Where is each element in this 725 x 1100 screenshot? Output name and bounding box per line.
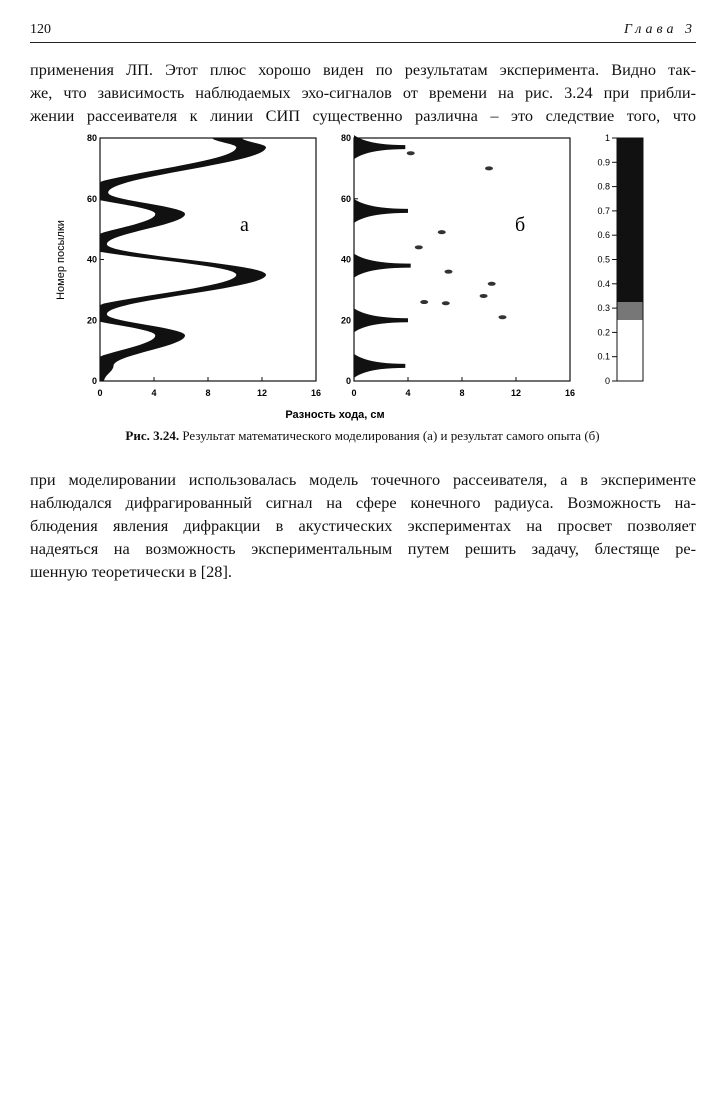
panel-b-echo-arcs xyxy=(354,135,411,378)
panel-b-y-tick-label: 80 xyxy=(340,133,351,143)
panel-a-y-tick-label: 0 xyxy=(91,376,97,386)
text-line: надеяться на возможность экспериментальным путем решить задачу, блестяще ре- xyxy=(30,539,696,558)
colorbar-mid-segment xyxy=(617,302,643,320)
panel-b-point xyxy=(499,315,507,319)
colorbar-tick-label: 0 xyxy=(604,376,610,386)
panel-b-point xyxy=(438,230,446,234)
panel-b-point xyxy=(442,301,450,305)
panel-a-y-tick-label: 40 xyxy=(86,254,97,265)
colorbar-dark-segment xyxy=(617,138,643,302)
panel-a-plot xyxy=(87,133,321,398)
panel-b-y-tick-label: 20 xyxy=(340,315,351,326)
caption-label: Рис. 3.24. xyxy=(125,428,180,443)
x-axis-label: Разность хода, см xyxy=(285,409,385,421)
panel-b-echo-arc xyxy=(354,199,408,223)
paragraph-top xyxy=(30,58,696,127)
panel-a-x-tick-label: 16 xyxy=(310,388,322,398)
panel-b-echo-arc xyxy=(354,354,405,378)
text-line: же, что зависимость наблюдаемых эхо-сигналов от времени на рис. 3.24 при прибли- xyxy=(30,83,696,102)
panel-b-point xyxy=(415,245,423,249)
y-axis-label: Номер посылки xyxy=(55,220,67,300)
colorbar-tick-label: 0.4 xyxy=(597,278,610,289)
panel-b-point xyxy=(485,166,493,170)
running-head xyxy=(30,18,696,40)
text-line: шенную теоретически в [28]. xyxy=(30,562,232,581)
colorbar-tick-label: 0.7 xyxy=(597,205,610,216)
text-line: блюдения явления дифракции в акустических экспериментах на просвет позволяет xyxy=(30,516,696,535)
panel-b-y-tick-label: 60 xyxy=(340,193,351,204)
panel-b-x-tick-label: 8 xyxy=(459,388,465,398)
panel-a-x-tick-label: 0 xyxy=(97,388,103,398)
colorbar-tick-label: 0.1 xyxy=(597,351,610,362)
text-line: жении рассеивателя к линии СИП существенно различна – это следствие того, что xyxy=(30,106,696,125)
colorbar-ticks xyxy=(597,133,617,386)
colorbar-tick-label: 0.6 xyxy=(597,230,610,241)
panel-b-echo-arc xyxy=(354,308,408,332)
colorbar-tick-label: 0.2 xyxy=(597,327,610,338)
text-line: наблюдался дифрагированный сигнал на сфере конечного радиуса. Возможность на- xyxy=(30,493,696,512)
panel-a-letter: а xyxy=(240,214,249,236)
panel-b-point xyxy=(480,294,488,298)
figure-3-24 xyxy=(50,128,660,428)
text-line: применения ЛП. Этот плюс хорошо виден по результатам эксперимента. Видно так- xyxy=(30,60,696,79)
colorbar-tick-label: 0.8 xyxy=(597,181,610,192)
colorbar-light-segment xyxy=(617,320,643,381)
panel-b-plot xyxy=(341,133,575,398)
panel-b-frame xyxy=(354,138,570,381)
panel-a-x-tick-label: 4 xyxy=(151,388,157,398)
panel-b-x-tick-label: 16 xyxy=(564,388,576,398)
panel-a-y-tick-label: 20 xyxy=(86,315,97,326)
header-rule xyxy=(30,42,696,43)
colorbar xyxy=(597,133,643,386)
panel-a-y-tick-label: 80 xyxy=(86,133,97,143)
caption-text: Результат математического моделирования (а) и результат самого опыта (б) xyxy=(182,428,600,443)
figure-caption xyxy=(0,428,725,444)
panel-a-y-tick-label: 60 xyxy=(86,193,97,204)
colorbar-tick-label: 0.3 xyxy=(597,303,610,314)
chapter-title: Глава 3 xyxy=(624,22,696,37)
panel-b-echo-arc xyxy=(354,254,411,278)
panel-a-x-tick-label: 8 xyxy=(205,388,211,398)
panel-b-point xyxy=(488,282,496,286)
text-line: при моделировании использовалась модель точечного рассеивателя, а в эксперименте xyxy=(30,470,696,489)
panel-b-echo-arc xyxy=(354,135,405,159)
paragraph-bottom xyxy=(30,468,696,583)
panel-b-point xyxy=(445,270,453,274)
colorbar-tick-label: 1 xyxy=(604,133,610,143)
panel-b-point xyxy=(407,151,415,155)
panel-b-y-tick-label: 40 xyxy=(340,254,351,265)
colorbar-tick-label: 0.9 xyxy=(597,157,610,168)
panel-b-letter: б xyxy=(515,214,526,236)
panel-b-x-tick-label: 4 xyxy=(405,388,411,398)
panel-b-point xyxy=(420,300,428,304)
panel-b-x-tick-label: 0 xyxy=(351,388,357,398)
panel-b-x-tick-label: 12 xyxy=(510,388,522,398)
colorbar-tick-label: 0.5 xyxy=(597,254,610,265)
panel-a-x-tick-label: 12 xyxy=(256,388,268,398)
panel-b-scatter-points xyxy=(407,151,507,319)
panel-b-y-tick-label: 0 xyxy=(345,376,351,386)
page-number: 120 xyxy=(30,22,51,37)
